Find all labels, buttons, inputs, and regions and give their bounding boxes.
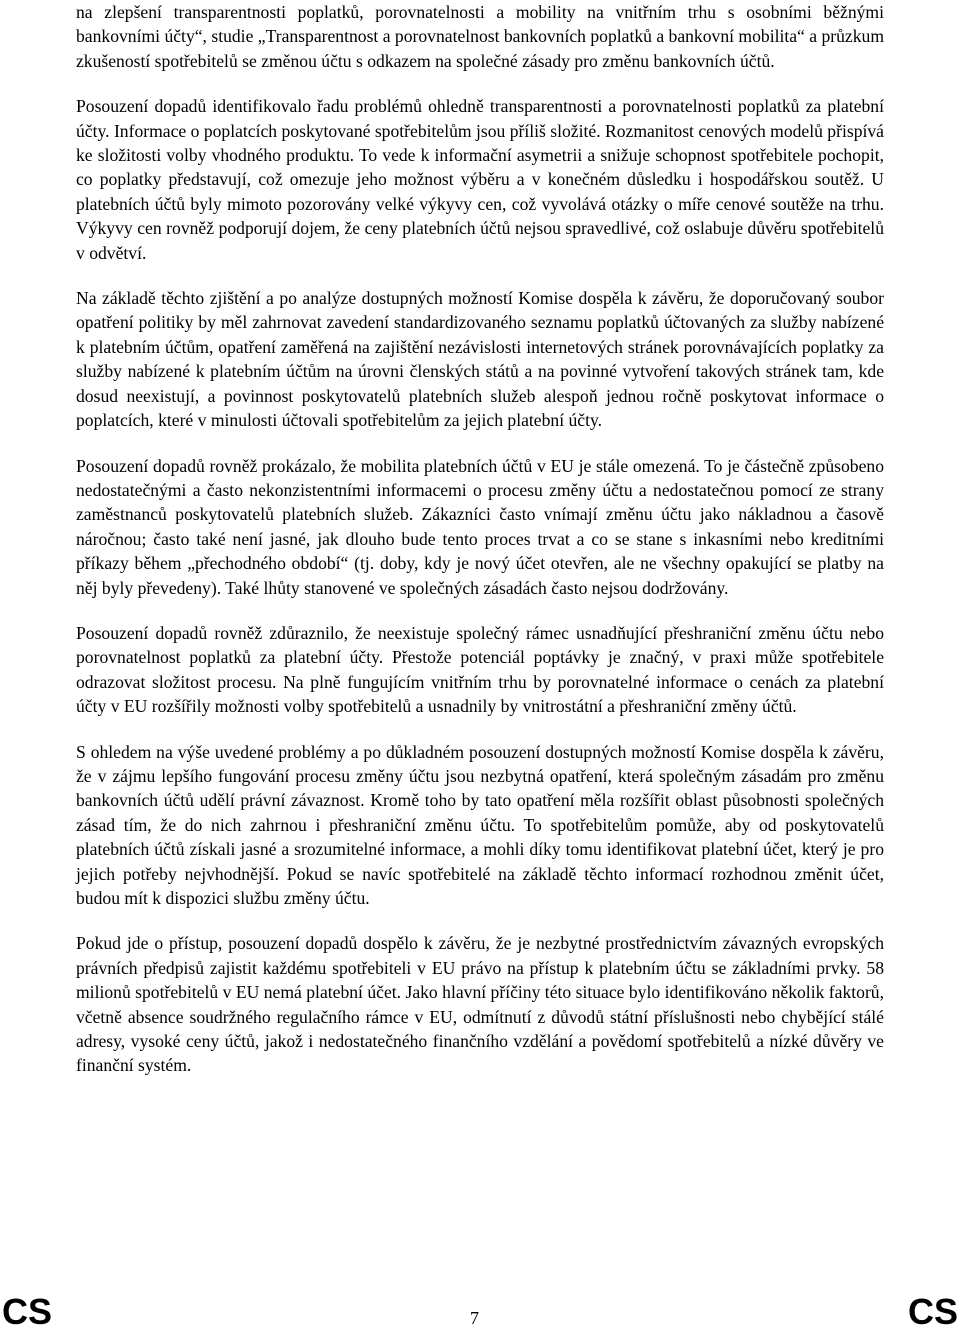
paragraph-3: Na základě těchto zjištění a po analýze dostupných možností Komise dospěla k závěru, že doporučovaný soubor opatření politiky by měl zahrnovat zavedení standardizovaného seznamu poplatků účtovaných za služby nabízené k platebním účtům, opatření zaměřená na zajištění nezávislosti internetových stránek porovnávajících poplatky za služby nabízené k platebním účtům na úrovni členských států a na povinné vytvoření takových stránek tam, kde dosud neexistují, a povinnost poskytovatelů platebních služeb alespoň jednou ročně poskytovat informace o poplatcích, které v minulosti účtovali spotřebitelům za jejich platební účty.: [76, 288, 884, 431]
language-code-left: CS: [2, 1291, 53, 1332]
paragraph-5: Posouzení dopadů rovněž zdůraznilo, že neexistuje společný rámec usnadňující přeshraniční změnu účtu nebo porovnatelnost poplatků za platební účty. Přestože potenciál poptávky je značný, v praxi může spotřebitele odrazovat složitost procesu. Na plně fungujícím vnitřním trhu by porovnatelné informace o cenách za platební účty v EU rozšířily možnosti volby spotřebitelů a usnadnily by vnitrostátní a přeshraniční změny účtů.: [76, 622, 884, 717]
paragraph-2: Posouzení dopadů identifikovalo řadu problémů ohledně transparentnosti a porovnatelnosti poplatků za platební účty. Informace o poplatcích poskytované spotřebitelům jsou příliš složité. Rozmanitost cenových modelů přispívá ke složitosti volby vhodného produktu. To vede k informační asymetrii a snižuje schopnost spotřebitele pochopit, co poplatky představují, což omezuje jeho možnost výběru a v konečném důsledku i hospodářskou soutěž. U platebních účtů byly mimoto pozorovány velké výkyvy cen, což vyvolává otázky o míře cenové soutěže na trhu. Výkyvy cen rovněž podporují dojem, že ceny platebních účtů nejsou spravedlivé, což oslabuje důvěru spotřebitelů v odvětví.: [76, 96, 884, 263]
paragraph-7: Pokud jde o přístup, posouzení dopadů dospělo k závěru, že je nezbytné prostřednictvím závazných evropských právních předpisů zajistit každému spotřebiteli v EU právo na přístup k platebním účtu se základními prvky. 58 milionů spotřebitelů v EU nemá platební účet. Jako hlavní příčiny této situace bylo identifikováno několik faktorů, včetně absence soudržného regulačního rámce v EU, odmítnutí z důvodů státní příslušnosti nebo chybějící stálé adresy, vysoké ceny účtů, jakož i nedostatečného finančního vzdělání a povědomí spotřebitelů a nízké důvěry ve finanční systém.: [76, 933, 884, 1076]
paragraph-4: Posouzení dopadů rovněž prokázalo, že mobilita platebních účtů v EU je stále omezená. To je částečně způsobeno nedostatečnými a často nekonzistentními informacemi o procesu změny účtu a nedostatečnou pomocí ze strany zaměstnanců poskytovatelů platebních služeb. Zákazníci často vnímají změnu účtu jako nákladnou a časově náročnou; často také není jasné, jak dlouho bude tento proces trvat a co se stane s inkasními nebo kreditními příkazy během „přechodného období“ (tj. doby, kdy je nový účet otevřen, ale ne všechny opakující se platby na něj byly převedeny). Také lhůty stanovené ve společných zásadách často nejsou dodržovány.: [76, 455, 884, 598]
language-code-right: CS: [907, 1291, 958, 1332]
document-body: [76, 0, 884, 1099]
paragraph-1: na zlepšení transparentnosti poplatků, porovnatelnosti a mobility na vnitřním trhu s osobními běžnými bankovními účty“, studie „Transparentnost a porovnatelnost bankovních poplatků a bankovní mobilita“ a průzkum zkušeností spotřebitelů se změnou účtu s odkazem na společné zásady pro změnu bankovních účtů.: [76, 2, 885, 71]
paragraph-6: S ohledem na výše uvedené problémy a po důkladném posouzení dostupných možností Komise dospěla k závěru, že v zájmu lepšího fungování procesu změny účtu jsou nezbytná opatření, která společným zásadám pro změnu bankovních účtů udělí právní závaznost. Kromě toho by tato opatření měla rozšířit oblast působnosti společných zásad tím, že do nich zahrnou i přeshraniční změnu účtu. To spotřebitelům pomůže, aby od poskytovatelů platebních účtů získali jasné a srozumitelné informace, a mohli díky tomu identifikovat platební účet, který je pro jejich potřeby nejvhodnější. Pokud se navíc spotřebitelé na základě těchto informací rozhodnou změnit účet, budou mít k dispozici službu změny účtu.: [76, 741, 884, 908]
page-number: 7: [470, 1308, 479, 1328]
page-footer: [0, 1286, 960, 1330]
